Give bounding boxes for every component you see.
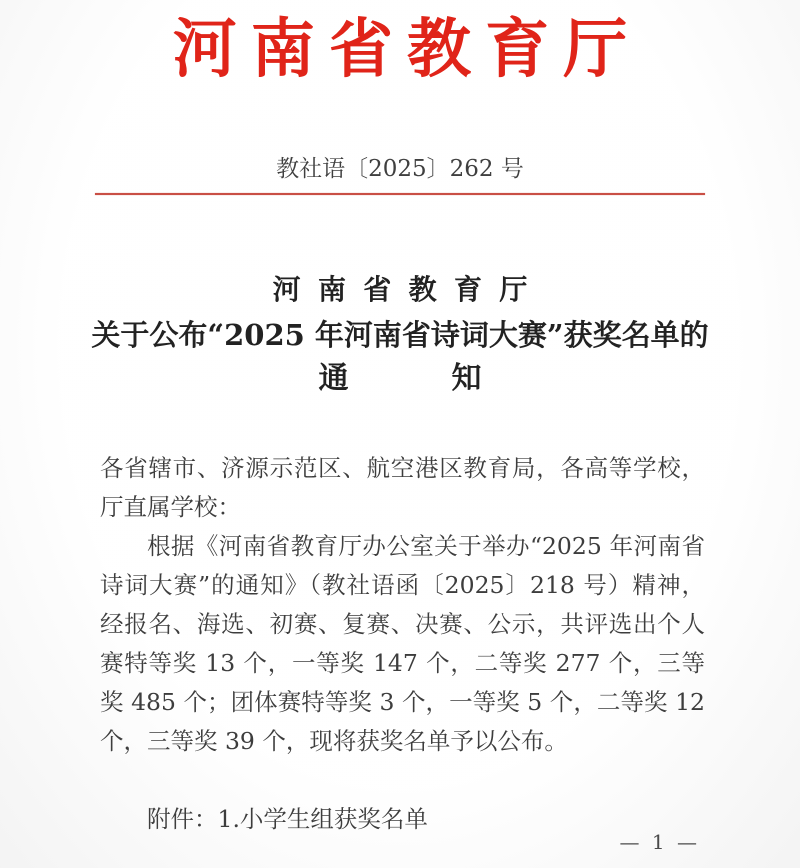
- notice-title-doctype: [0, 359, 800, 398]
- letterhead-divider-rule: [95, 193, 705, 195]
- notice-title-issuer: 河南省教育厅: [272, 272, 545, 306]
- letterhead-title: 河南省教育厅: [172, 12, 642, 87]
- salutation-paragraph: 各省辖市、济源示范区、航空港区教育局，各高等学校，厅直属学校：: [100, 453, 705, 521]
- notice-body: [100, 449, 705, 839]
- document-number: 教社语〔2025〕262 号: [276, 155, 524, 182]
- notice-title-block: [0, 272, 800, 398]
- page-number: — 1 —: [619, 830, 700, 854]
- notice-title-doctype-char-2: 知: [451, 360, 482, 396]
- main-paragraph: 根据《河南省教育厅办公室关于举办“2025 年河南省诗词大赛”的通知》（教社语函〔2025〕218 号）精神，经报名、海选、初赛、复赛、决赛、公示，共评选出个人赛特等奖 13 个，一等奖 147 个，二等奖 277 个，三等奖 485 个；团体赛特等奖 3 个，一等奖 5 个，二等奖 12 个，三等奖 39 个，现将获奖名单予以公布。: [100, 531, 705, 755]
- attachment-line: 附件：1.小学生组获奖名单: [147, 804, 428, 833]
- notice-title-subject: 关于公布“2025 年河南省诗词大赛”获奖名单的: [91, 317, 709, 352]
- notice-title-doctype-char-1: 通: [318, 360, 349, 396]
